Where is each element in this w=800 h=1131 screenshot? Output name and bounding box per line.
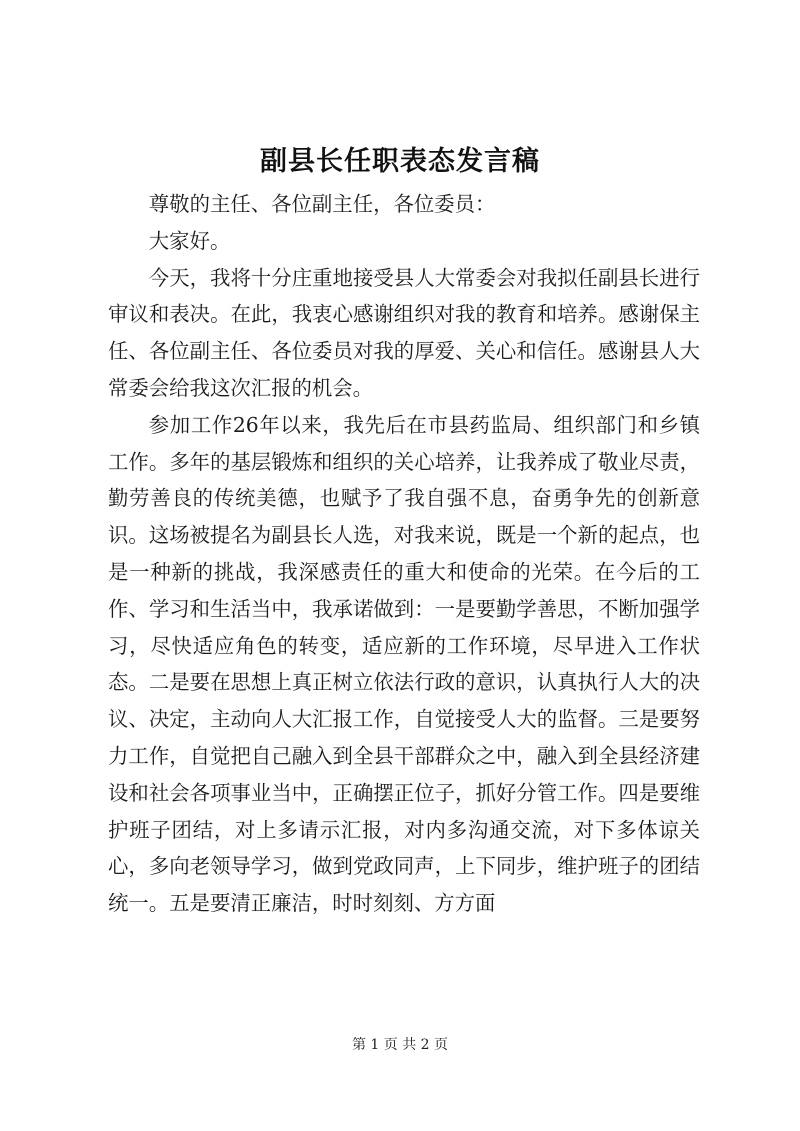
document-body (108, 186, 700, 922)
body-paragraph: 参加工作26年以来，我先后在市县药监局、组织部门和乡镇工作。多年的基层锻炼和组织的关心培养，让我养成了敬业尽责，勤劳善良的传统美德，也赋予了我自强不息，奋勇争先的创新意识。这场被提名为副县长人选，对我来说，既是一个新的起点，也是一种新的挑战，我深感责任的重大和使命的光荣。在今后的工作、学习和生活当中，我承诺做到：一是要勤学善思，不断加强学习，尽快适应角色的转变，适应新的工作环境，尽早进入工作状态。二是要在思想上真正树立依法行政的意识，认真执行人大的决议、决定，主动向人大汇报工作，自觉接受人大的监督。三是要努力工作，自觉把自己融入到全县干部群众之中，融入到全县经济建设和社会各项事业当中，正确摆正位子，抓好分管工作。四是要维护班子团结，对上多请示汇报，对内多沟通交流，对下多体谅关心，多向老领导学习，做到党政同声，上下同步，维护班子的团结统一。五是要清正廉洁，时时刻刻、方方面 (108, 412, 700, 916)
body-paragraph: 今天，我将十分庄重地接受县人大常委会对我拟任副县长进行审议和表决。在此，我衷心感谢组织对我的教育和培养。感谢保主任、各位副主任、各位委员对我的厚爱、关心和信任。感谢县人大常委会给我这次汇报的机会。 (108, 265, 700, 400)
page-number-footer: 第 1 页 共 2 页 (351, 1037, 449, 1053)
greeting-paragraph: 大家好。 (148, 228, 231, 253)
document-title: 副县长任职表态发言稿 (260, 146, 540, 177)
salutation-paragraph: 尊敬的主任、各位副主任，各位委员： (148, 192, 496, 216)
